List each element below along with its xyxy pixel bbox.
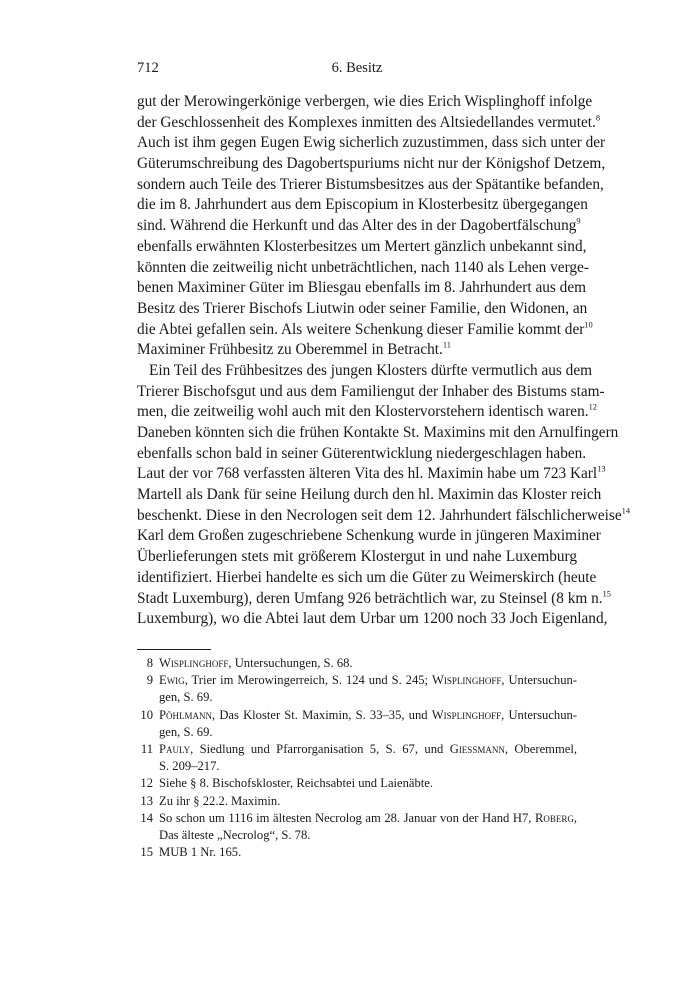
footnote-number: 15 xyxy=(140,845,153,860)
text-line: sondern auch Teile des Trierer Bistumsbesitzes aus der Spätantike befanden, xyxy=(137,175,604,193)
text-line: Ein Teil des Frühbesitzes des jungen Klosters dürfte vermutlich aus dem xyxy=(149,361,593,379)
footnote-ref: 10 xyxy=(584,320,593,330)
text-line: gut der Merowingerkönige verbergen, wie dies Erich Wisplinghoff infolge xyxy=(137,93,593,110)
footnote-ref: 11 xyxy=(442,340,451,350)
text-line: die im 8. Jahrhundert aus dem Episcopium in Klosterbesitz übergegangen xyxy=(137,196,588,214)
footnote xyxy=(137,844,577,861)
page-number: 712 xyxy=(137,60,159,76)
footnote xyxy=(137,810,577,844)
text-line: Maximiner Frühbesitz zu Oberemmel in Betracht.$^{11}$ xyxy=(137,340,451,359)
text-line: Luxemburg), wo die Abtei laut dem Urbar um 1200 noch 33 Joch Eigenland, xyxy=(137,610,608,628)
text-line: Martell als Dank für seine Heilung durch den hl. Maximin das Kloster reich xyxy=(137,486,602,504)
text-line: Überlieferungen stets mit größerem Klostergut in und nahe Luxemburg xyxy=(137,548,577,566)
text-line: Stadt Luxemburg), deren Umfang 926 beträchtlich war, zu Steinsel (8 km n.$^{15}$ xyxy=(137,589,611,607)
footnote-text: gen, S. 69. xyxy=(159,690,213,705)
footnote-ref: 15 xyxy=(602,589,611,599)
footnote-separator xyxy=(137,649,211,650)
text-line: sind. Während die Herkunft und das Alter des in der Dagobertfälschung$^9$ xyxy=(137,216,581,235)
footnote-ref: 12 xyxy=(588,403,597,413)
footnote xyxy=(137,775,577,792)
footnote-number: 14 xyxy=(140,810,153,825)
footnote-number: 11 xyxy=(140,741,153,756)
text-line: ebenfalls erwähnten Klosterbesitzes um Mertert gänzlich unbekannt sind, xyxy=(137,237,587,255)
footnote xyxy=(137,655,577,672)
body-text xyxy=(137,92,631,630)
footnote-ref: 9 xyxy=(576,216,581,226)
text-line: Auch ist ihm gegen Eugen Ewig sicherlich zuzustimmen, dass sich unter der xyxy=(137,134,606,152)
footnote-text: Ewig, Trier im Merowingerreich, S. 124 und S. 245; Wisplinghoff, Untersuchun- xyxy=(159,673,577,688)
footnote-text: So schon um 1116 im ältesten Necrolog am 28. Januar von der Hand H7, Roberg, xyxy=(159,810,577,825)
text-line: identifiziert. Hierbei handelte es sich um die Güter zu Weimerskirch (heute xyxy=(137,568,597,586)
footnote-text: Pauly, Siedlung und Pfarrorganisation 5, S. 67, und Giessmann, Oberemmel, xyxy=(159,741,577,756)
text-line: men, die zeitweilig wohl auch mit den Klostervorstehern identisch waren.$^{12}$ xyxy=(137,403,597,421)
footnote xyxy=(137,741,577,775)
footnote-text: Wisplinghoff, Untersuchungen, S. 68. xyxy=(159,656,353,670)
text-line: Trierer Bischofsgut und aus dem Familiengut der Inhaber des Bistums stam- xyxy=(137,382,605,400)
footnote xyxy=(137,793,577,810)
running-header xyxy=(137,60,577,80)
footnote-text: Das älteste „Necrolog“, S. 78. xyxy=(159,827,311,842)
footnote-number: 13 xyxy=(140,793,153,808)
text-line: Karl dem Großen zugeschriebene Schenkung wurde in jüngeren Maximiner xyxy=(137,527,601,545)
text-line: beschenkt. Diese in den Necrologen seit dem 12. Jahrhundert fälschlicherweise$^{14}$ xyxy=(137,506,631,524)
footnotes xyxy=(137,655,577,861)
footnote-text: Zu ihr § 22.2. Maximin. xyxy=(159,793,281,808)
footnote xyxy=(137,672,577,706)
footnote-text: Pöhlmann, Das Kloster St. Maximin, S. 33–35, und Wisplinghoff, Untersuchun- xyxy=(159,707,577,722)
text-line: Güterumschreibung des Dagobertspuriums nicht nur der Königshof Detzem, xyxy=(137,155,606,173)
chapter-title: 6. Besitz xyxy=(331,60,383,76)
text-line: könnten die zeitweilig nicht unbeträchtlichen, nach 1140 als Lehen verge- xyxy=(137,258,589,276)
text-line: benen Maximiner Güter im Bliesgau ebenfalls im 8. Jahrhundert aus dem xyxy=(137,279,587,297)
text-line: der Geschlossenheit des Komplexes inmitten des Altsiedellandes vermutet.$^8$ xyxy=(137,113,601,131)
footnote xyxy=(137,707,577,741)
text-line: die Abtei gefallen sein. Als weitere Schenkung dieser Familie kommt der$^{10}$ xyxy=(137,320,593,338)
footnote-number: 8 xyxy=(146,656,153,670)
footnote-text: MUB 1 Nr. 165. xyxy=(159,845,242,860)
footnote-text: gen, S. 69. xyxy=(159,724,213,739)
footnote-text: S. 209–217. xyxy=(159,759,220,774)
footnote-text: Siehe § 8. Bischofskloster, Reichsabtei und Laienäbte. xyxy=(159,776,434,791)
footnote-number: 12 xyxy=(140,776,153,791)
footnote-number: 9 xyxy=(146,673,153,688)
text-line: Daneben könnten sich die frühen Kontakte St. Maximins mit den Arnulfingern xyxy=(137,424,619,441)
text-line: Besitz des Trierer Bischofs Liutwin oder seiner Familie, den Widonen, an xyxy=(137,299,588,317)
footnote-number: 10 xyxy=(140,707,153,722)
footnote-ref: 13 xyxy=(597,465,606,475)
text-line: ebenfalls schon bald in seiner Güterentwicklung niedergeschlagen haben. xyxy=(137,444,587,462)
footnote-ref: 14 xyxy=(621,506,631,516)
footnote-ref: 8 xyxy=(595,113,601,123)
text-line: Laut der vor 768 verfassten älteren Vita des hl. Maximin habe um 723 Karl$^{13}$ xyxy=(137,465,606,483)
